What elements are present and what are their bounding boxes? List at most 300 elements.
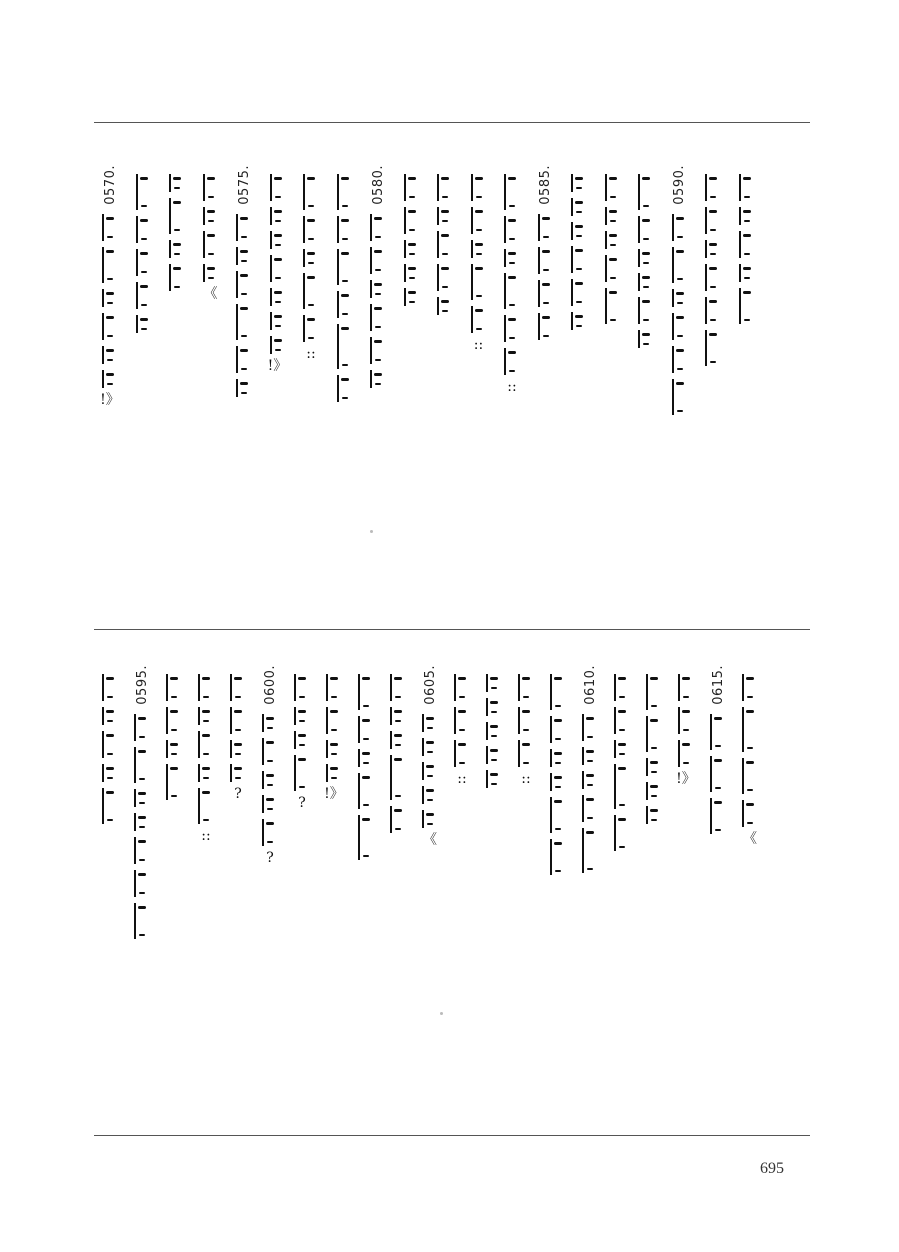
script-word [678,707,694,734]
script-word [422,738,438,756]
line-number: 0600. [262,665,278,705]
script-word [518,674,534,701]
text-column [299,165,323,595]
script-word [705,330,721,366]
script-word [471,240,487,258]
script-word [504,216,520,243]
mongolian-script-line [674,671,698,1085]
script-word [294,674,310,701]
script-word [571,279,587,306]
script-word [638,174,654,210]
mongolian-script-line [514,671,538,1085]
script-word [136,315,152,333]
script-word [102,788,118,824]
script-word [166,674,182,701]
text-column [514,665,538,1085]
mongolian-script-line [706,711,730,1085]
script-word [136,216,152,243]
script-word [326,764,342,782]
script-word [136,249,152,276]
mongolian-script-line [482,671,506,1085]
punctuation-mark: ? [234,786,242,802]
script-word [203,264,219,282]
script-word [230,764,246,782]
script-word [437,264,453,291]
script-word [370,337,386,364]
script-word [358,773,374,809]
script-word [270,312,286,330]
script-word [486,674,502,692]
mongolian-script-line [130,711,154,1085]
script-word [550,716,566,743]
script-word [134,903,150,939]
page-number: 695 [760,1160,784,1177]
text-column [450,665,474,1085]
text-column [735,165,759,595]
script-word [454,674,470,701]
text-column [98,165,122,595]
text-column [738,665,762,1085]
script-word [582,714,598,741]
script-word [102,247,118,283]
text-column [199,165,223,595]
script-word [705,174,721,201]
script-word [550,839,566,875]
script-word [710,798,726,834]
mongolian-script-line [433,171,457,595]
script-word [203,231,219,258]
script-word [358,716,374,743]
script-word [236,379,252,397]
script-word [294,707,310,725]
mongolian-script-line [258,711,282,1085]
text-column [98,665,122,1085]
punctuation-mark: 《 [423,831,437,848]
text-column [546,665,570,1085]
mongolian-script-line [735,171,759,595]
script-word [262,771,278,789]
text-column [130,665,154,1085]
script-word [538,280,554,307]
script-word [303,174,319,210]
script-word [303,273,319,309]
script-word [605,288,621,324]
script-word [582,828,598,873]
text-column [258,665,282,1085]
mongolian-script-line [290,671,314,1085]
script-word [390,674,406,701]
mongolian-script-line [578,711,602,1085]
script-word [486,722,502,740]
punctuation-mark: 《 [203,286,218,302]
punctuation-mark: :: [201,828,211,844]
script-word [638,297,654,324]
script-word [646,716,662,752]
script-word [236,346,252,373]
script-word [404,174,420,201]
script-word [638,249,654,267]
script-word [454,707,470,734]
script-word [102,214,118,241]
script-word [404,264,420,282]
script-word [136,282,152,309]
script-word [370,370,386,388]
script-word [605,207,621,225]
script-word [471,174,487,201]
script-word [678,740,694,767]
script-word [550,749,566,767]
script-word [358,674,374,710]
script-word [166,764,182,800]
punctuation-mark: !》 [100,391,120,408]
script-word [134,747,150,783]
line-number: 0595. [134,665,150,705]
script-word [236,304,252,340]
script-word [337,324,353,369]
script-word [672,289,688,307]
line-number: 0580. [370,165,386,205]
script-word [294,731,310,749]
bottom-rule [94,1135,810,1136]
script-word [134,870,150,897]
text-column [668,165,692,595]
mongolian-script-line [98,671,122,1085]
mongolian-script-line [546,671,570,1085]
script-word [337,174,353,210]
line-number: 0605. [422,665,438,705]
script-word [134,837,150,864]
script-word [437,207,453,225]
script-word [638,330,654,348]
script-word [390,731,406,749]
script-word [614,674,630,701]
mongolian-script-line [333,171,357,595]
script-word [538,214,554,241]
script-word [370,304,386,331]
script-word [437,231,453,258]
script-word [370,280,386,298]
text-column [467,165,491,595]
script-word [102,313,118,340]
script-word [571,174,587,192]
mongolian-script-line [266,171,290,595]
script-word [739,174,755,201]
script-word [134,789,150,807]
text-column [610,665,634,1085]
script-word [358,815,374,860]
script-word [198,707,214,725]
script-word [262,738,278,765]
text-column [418,665,442,1085]
script-word [538,313,554,340]
mongolian-script-line [162,671,186,1085]
script-word [550,797,566,833]
script-word [166,707,182,734]
mongolian-script-line [634,171,658,595]
script-word [236,271,252,298]
mongolian-script-line [199,171,223,595]
script-word [102,346,118,364]
script-word [102,731,118,758]
script-word [504,249,520,267]
script-word [236,247,252,265]
script-word [262,819,278,846]
punctuation-mark: !》 [267,358,288,374]
text-column [162,665,186,1085]
mongolian-script-line [500,171,524,595]
script-word [370,247,386,274]
script-word [337,375,353,402]
script-word [262,714,278,732]
script-word [422,810,438,828]
script-word [134,714,150,741]
script-word [739,231,755,258]
script-word [169,198,185,234]
script-word [230,740,246,758]
text-column [322,665,346,1085]
text-column [226,665,250,1085]
script-word [471,306,487,333]
line-number: 0575. [236,165,252,205]
mongolian-script-line [132,171,156,595]
mongolian-script-line [450,671,474,1085]
mongolian-script-line [354,671,378,1085]
script-word [404,240,420,258]
script-word [571,222,587,240]
line-number: 0570. [102,165,118,205]
script-word [270,174,286,201]
script-word [370,214,386,241]
script-word [486,698,502,716]
script-word [486,770,502,788]
script-word [672,313,688,340]
mongolian-script-line [610,671,634,1085]
text-column [500,165,524,595]
script-word [169,240,185,258]
text-column [642,665,666,1085]
script-word [672,247,688,283]
punctuation-mark: :: [521,771,531,787]
script-word [739,264,755,282]
script-word [262,795,278,813]
script-word [571,312,587,330]
top-rule [94,122,810,123]
script-word [504,273,520,309]
line-number: 0585. [538,165,553,205]
script-word [270,336,286,354]
script-word [646,806,662,824]
upper-text-block [94,165,810,595]
script-word [705,264,721,291]
punctuation-mark: :: [473,337,484,353]
script-word [614,764,630,809]
text-column [290,665,314,1085]
script-word [710,756,726,792]
script-word [270,207,286,225]
script-word [518,707,534,734]
script-word [337,291,353,318]
script-word [326,707,342,734]
script-word [236,214,252,241]
punctuation-mark: ? [298,795,306,811]
script-word [550,674,566,710]
mongolian-script-line [534,211,558,595]
mongolian-script-line [366,211,390,595]
script-word [437,297,453,315]
script-word [390,707,406,725]
text-column [578,665,602,1085]
script-word [169,264,185,291]
script-word [646,758,662,776]
script-word [742,674,758,701]
script-word [614,815,630,851]
punctuation-mark: :: [457,771,467,787]
script-word [504,315,520,342]
script-word [742,758,758,794]
text-column [706,665,730,1085]
script-word [518,740,534,767]
script-word [471,264,487,300]
punctuation-mark: !》 [676,771,696,787]
line-number: 0615. [710,665,726,705]
text-column [634,165,658,595]
script-word [198,731,214,758]
text-column [266,165,290,595]
text-column [386,665,410,1085]
script-word [471,207,487,234]
script-word [166,740,182,758]
mongolian-script-line [322,671,346,1085]
script-word [390,806,406,833]
text-column [354,665,378,1085]
script-word [102,289,118,307]
text-column [400,165,424,595]
script-word [605,255,621,282]
text-column [674,665,698,1085]
script-word [198,788,214,824]
mongolian-script-line [701,171,725,595]
script-word [102,707,118,725]
punctuation-mark: :: [507,379,517,395]
script-word [203,207,219,225]
mongolian-script-line [467,171,491,595]
script-word [303,216,319,243]
mongolian-script-line [642,671,666,1085]
script-word [504,174,520,210]
middle-rule [94,629,810,630]
text-column [132,165,156,595]
mongolian-script-line [668,211,692,595]
script-word [571,246,587,273]
lower-text-block [94,665,810,1085]
text-column [433,165,457,595]
script-word [294,755,310,791]
script-word [614,740,630,758]
script-word [582,771,598,789]
script-word [504,348,520,375]
script-word [102,370,118,388]
script-word [169,174,185,192]
script-word [326,674,342,701]
script-word [270,231,286,249]
script-word [230,674,246,701]
script-word [486,746,502,764]
script-word [404,288,420,306]
script-word [454,740,470,767]
script-word [437,174,453,201]
script-word [705,297,721,324]
mongolian-script-line [226,671,250,1085]
mongolian-script-line [165,171,189,595]
mongolian-script-line [386,671,410,1085]
script-word [102,674,118,701]
script-word [102,764,118,782]
mongolian-script-line [299,171,323,595]
script-word [198,674,214,701]
mongolian-script-line [567,171,591,595]
mongolian-script-line [418,711,442,1085]
mongolian-script-line [194,671,218,1085]
mongolian-script-line [232,211,256,595]
text-column [333,165,357,595]
speck [370,530,373,533]
text-column [601,165,625,595]
script-word [646,674,662,710]
script-word [638,273,654,291]
script-word [422,762,438,780]
line-number: 0590. [672,165,687,205]
mongolian-script-line [98,211,122,595]
script-word [270,288,286,306]
mongolian-script-line [400,171,424,595]
script-word [571,198,587,216]
script-word [672,379,688,415]
speck [440,1012,443,1015]
text-column [567,165,591,595]
script-word [742,800,758,827]
script-word [390,755,406,800]
script-word [422,714,438,732]
script-word [705,240,721,258]
script-word [134,813,150,831]
script-word [710,714,726,750]
punctuation-mark: ? [266,849,274,866]
script-word [646,782,662,800]
script-word [337,249,353,285]
script-word [582,747,598,765]
script-word [614,707,630,734]
script-word [136,174,152,210]
script-word [270,255,286,282]
script-word [638,216,654,243]
script-word [326,740,342,758]
text-column [194,665,218,1085]
script-word [538,247,554,274]
mongolian-script-line [738,671,762,1085]
script-word [705,207,721,234]
script-word [739,207,755,225]
punctuation-mark: 《 [743,831,757,847]
script-word [337,216,353,243]
script-word [203,174,219,201]
script-word [358,749,374,767]
script-word [582,795,598,822]
script-word [739,288,755,324]
text-column [232,165,256,595]
script-word [605,231,621,249]
script-word [550,773,566,791]
line-number: 0610. [582,665,598,705]
